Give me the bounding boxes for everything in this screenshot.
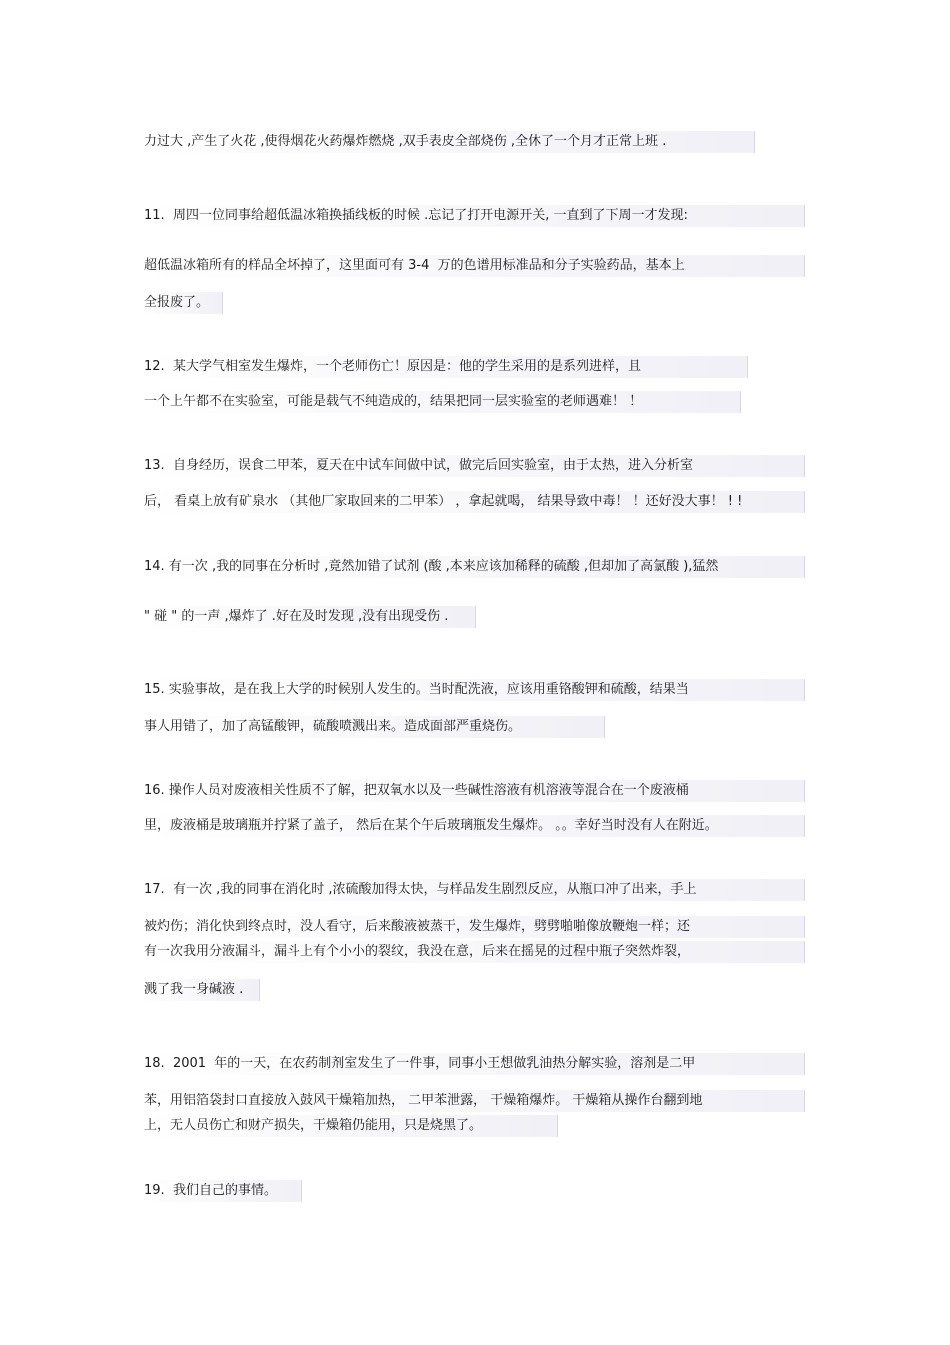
text-line: 全报废了。 xyxy=(144,292,223,314)
text-line: 苯，用铝箔袋封口直接放入鼓风干燥箱加热， 二甲苯泄露， 干燥箱爆炸。 干燥箱从操作台翻到地 xyxy=(144,1090,805,1112)
text-line: 被灼伤；消化快到终点时，没人看守，后来酸液被蒸干，发生爆炸，劈劈啪啪像放鞭炮一样；还 xyxy=(144,916,805,938)
text-line: 15. 实验事故，是在我上大学的时候别人发生的。当时配洗液，应该用重铬酸钾和硫酸，结果当 xyxy=(144,679,805,701)
text-line: " 碰 " 的一声 ,爆炸了 .好在及时发现 ,没有出现受伤 . xyxy=(144,606,476,628)
text-line: 里，废液桶是玻璃瓶并拧紧了盖子， 然后在某个午后玻璃瓶发生爆炸。 。。幸好当时没有人在附近。 xyxy=(144,815,805,837)
text-line: 12. 某大学气相室发生爆炸，一个老师伤亡！原因是：他的学生采用的是系列进样，且 xyxy=(144,356,748,378)
text-line: 力过大 ,产生了火花 ,使得烟花火药爆炸燃烧 ,双手表皮全部烧伤 ,全休了一个月才正常上班 . xyxy=(144,131,755,153)
text-line: 16. 操作人员对废液相关性质不了解，把双氧水以及一些碱性溶液有机溶液等混合在一个废液桶 xyxy=(144,780,805,802)
text-line: 有一次我用分液漏斗，漏斗上有个小小的裂纹，我没在意，后来在摇晃的过程中瓶子突然炸裂， xyxy=(144,941,805,963)
text-line: 17. 有一次 ,我的同事在消化时 ,浓硫酸加得太快，与样品发生剧烈反应，从瓶口冲了出来，手上 xyxy=(144,879,805,901)
text-line: 14. 有一次 ,我的同事在分析时 ,竟然加错了试剂 (酸 ,本来应该加稀释的硫酸 ,但却加了高氯酸 ),猛然 xyxy=(144,556,805,578)
text-line: 后， 看桌上放有矿泉水 （其他厂家取回来的二甲苯） ，拿起就喝， 结果导致中毒！ ！还好没大事！ ! ! xyxy=(144,491,805,513)
text-line: 11. 周四一位同事给超低温冰箱换插线板的时候 .忘记了打开电源开关, 一直到了下周一才发现: xyxy=(144,205,805,227)
text-line: 18. 2001 年的一天，在农药制剂室发生了一件事，同事小王想做乳油热分解实验，溶剂是二甲 xyxy=(144,1053,805,1075)
text-line: 事人用错了，加了高锰酸钾，硫酸喷溅出来。造成面部严重烧伤。 xyxy=(144,716,605,738)
text-line: 一个上午都不在实验室，可能是载气不纯造成的，结果把同一层实验室的老师遇难！ ！ xyxy=(144,391,741,413)
text-line: 上，无人员伤亡和财产损失，干燥箱仍能用，只是烧黑了。 xyxy=(144,1115,558,1137)
text-line: 19. 我们自己的事情。 xyxy=(144,1180,302,1202)
text-line: 溅了我一身碱液 . xyxy=(144,979,260,1001)
text-line: 超低温冰箱所有的样品全坏掉了，这里面可有 3-4 万的色谱用标准品和分子实验药品，基本上 xyxy=(144,255,805,277)
text-line: 13. 自身经历，误食二甲苯，夏天在中试车间做中试，做完后回实验室，由于太热，进入分析室 xyxy=(144,455,805,477)
